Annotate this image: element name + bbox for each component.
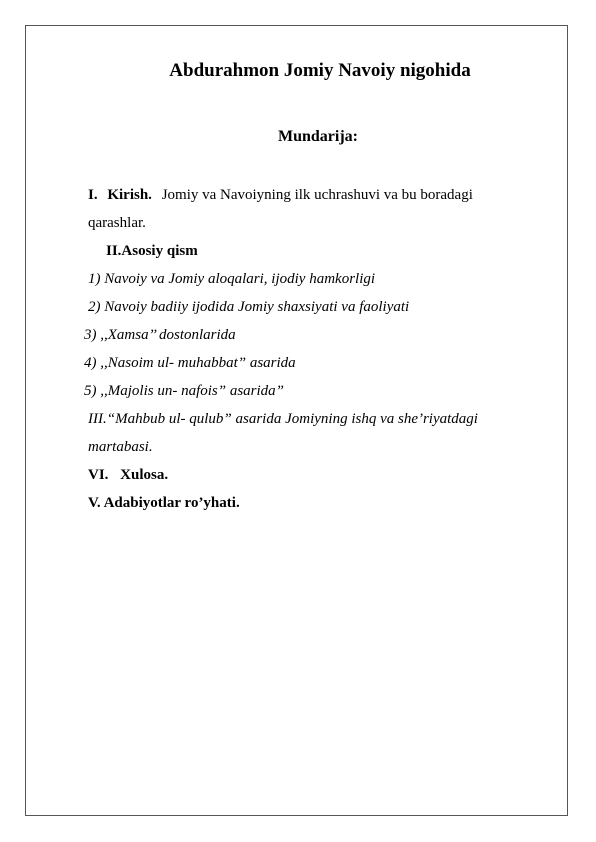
toc-item-conclusion: [88, 467, 168, 484]
toc-item-introduction: [88, 187, 473, 204]
toc-item-number: VI.: [88, 467, 109, 483]
document-title: Abdurahmon Jomiy Navoiy nigohida: [169, 60, 471, 81]
toc-item-5: 5) ,,Majolis un- nafois” asarida”: [84, 383, 285, 399]
toc-item-2: 2) Navoiy badiiy ijodida Jomiy shaxsiyati va faoliyati: [88, 299, 410, 315]
toc-item-1: 1) Navoiy va Jomiy aloqalari, ijodiy hamkorligi: [88, 271, 376, 287]
contents-heading: Mundarija:: [278, 128, 358, 145]
toc-item-main-part: II.Asosiy qism: [106, 243, 198, 259]
toc-item-label: Kirish.: [107, 187, 152, 203]
toc-item-4: 4) ,,Nasoim ul- muhabbat” asarida: [84, 355, 296, 371]
toc-item-text: Jomiy va Navoiyning ilk uchrashuvi va bu boradagi: [161, 187, 473, 203]
toc-item-label: Xulosa.: [120, 467, 169, 483]
toc-item-section-3: III.“Mahbub ul- qulub” asarida Jomiyning ishq va she’riyatdagi: [88, 411, 478, 427]
toc-item-3: 3) ,,Xamsa’’ dostonlarida: [84, 327, 236, 343]
toc-item-references: V. Adabiyotlar ro’yhati.: [88, 495, 240, 511]
toc-item-section-3-cont: martabasi.: [88, 439, 153, 455]
toc-item-introduction-cont: qarashlar.: [88, 215, 146, 231]
toc-item-number: I.: [88, 187, 98, 203]
